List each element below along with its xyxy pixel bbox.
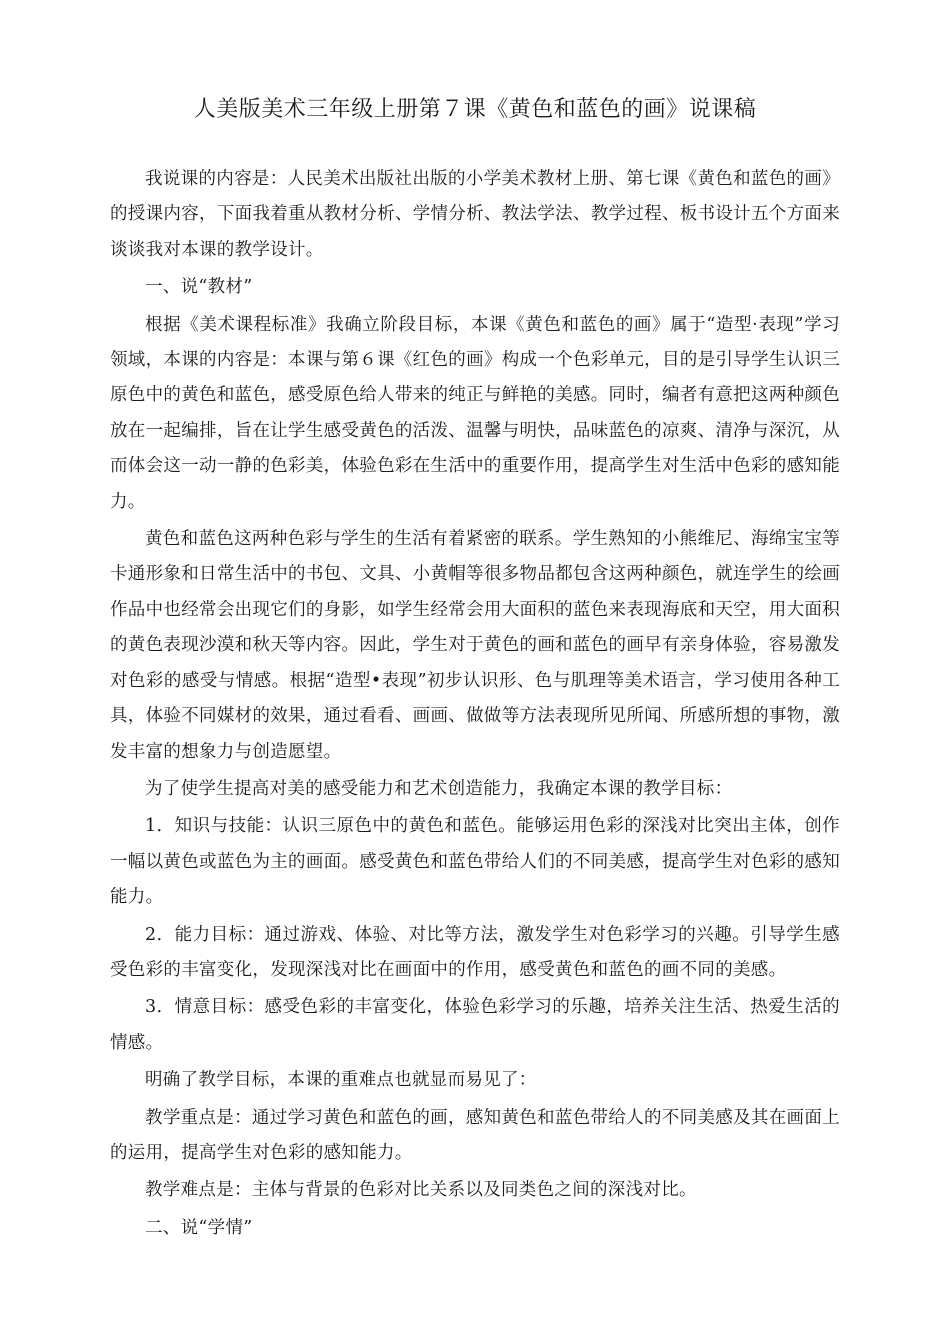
paragraph-textbook-analysis: 根据《美术课程标准》我确立阶段目标，本课《黄色和蓝色的画》属于“造型·表现”学习领域，本课的内容是：本课与第６课《红色的画》构成一个色彩单元，目的是引导学生认识三原色中的黄色和蓝色，感受原色给人带来的纯正与鲜艳的美感。同时，编者有意把这两种颜色放在一起编排，旨在让学生感受黄色的活泼、温馨与明快，品味蓝色的凉爽、清净与深沉，从而体会这一动一静的色彩美，体验色彩在生活中的重要作用，提高学生对生活中色彩的感知能力。 bbox=[110, 314, 840, 512]
paragraph-key-point: 教学重点是：通过学习黄色和蓝色的画，感知黄色和蓝色带给人的不同美感及其在画面上的运用，提高学生对色彩的感知能力。 bbox=[110, 1107, 840, 1163]
section-heading-textbook: 一、说“教材” bbox=[145, 277, 253, 298]
paragraph-difficult-point: 教学难点是：主体与背景的色彩对比关系以及同类色之间的深浅对比。 bbox=[145, 1180, 697, 1201]
paragraph-color-life: 黄色和蓝色这两种色彩与学生的生活有着紧密的联系。学生熟知的小熊维尼、海绵宝宝等卡通形象和日常生活中的书包、文具、小黄帽等很多物品都包含这两种颜色，就连学生的绘画作品中也经常会出现它们的身影，如学生经常会用大面积的蓝色来表现海底和天空，用大面积的黄色表现沙漠和秋天等内容。因此，学生对于黄色的画和蓝色的画早有亲身体验，容易激发对色彩的感受与情感。根据“造型•表现”初步认识形、色与肌理等美术语言，学习使用各种工具，体验不同媒材的效果，通过看看、画画、做做等方法表现所见所闻、所感所想的事物，激发丰富的想象力与创造愿望。 bbox=[110, 529, 840, 762]
paragraph-goal-knowledge: 1．知识与技能：认识三原色中的黄色和蓝色。能够运用色彩的深浅对比突出主体，创作一幅以黄色或蓝色为主的画面。感受黄色和蓝色带给人们的不同美感，提高学生对色彩的感知能力。 bbox=[110, 816, 840, 908]
section-heading-students: 二、说“学情” bbox=[145, 1217, 253, 1238]
paragraph-key-points-intro: 明确了教学目标，本课的重难点也就显而易见了： bbox=[145, 1070, 537, 1091]
paragraph-intro: 我说课的内容是：人民美术出版社出版的小学美术教材上册、第七课《黄色和蓝色的画》的授课内容，下面我着重从教材分析、学情分析、教法学法、教学过程、板书设计五个方面来谈谈我对本课的教学设计。 bbox=[110, 169, 840, 260]
paragraph-goal-emotion: 3．情意目标：感受色彩的丰富变化，体验色彩学习的乐趣，培养关注生活、热爱生活的情感。 bbox=[110, 997, 840, 1053]
document-title: 人美版美术三年级上册第７课《黄色和蓝色的画》说课稿 bbox=[193, 97, 757, 122]
document-body bbox=[110, 162, 840, 1248]
paragraph-goals-intro: 为了使学生提高对美的感受能力和艺术创造能力，我确定本课的教学目标： bbox=[145, 778, 733, 799]
paragraph-goal-ability: 2．能力目标：通过游戏、体验、对比等方法，激发学生对色彩学习的兴趣。引导学生感受色彩的丰富变化，发现深浅对比在画面中的作用，感受黄色和蓝色的画不同的美感。 bbox=[110, 924, 840, 980]
